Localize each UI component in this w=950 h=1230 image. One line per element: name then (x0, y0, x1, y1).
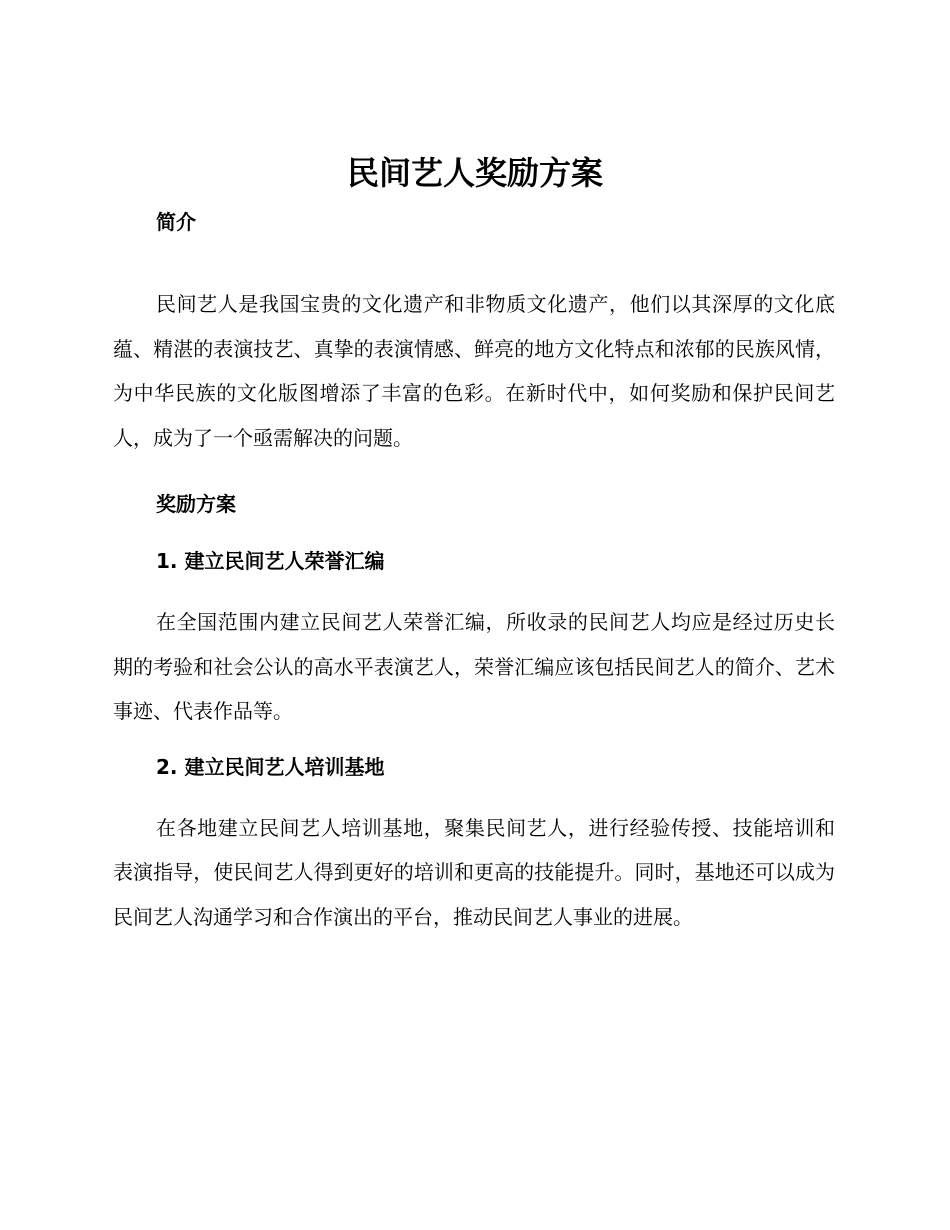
document-body (113, 202, 835, 939)
item1-heading: 1. 建立民间艺人荣誉汇编 (156, 549, 385, 573)
item1-paragraph: 在全国范围内建立民间艺人荣誉汇编，所收录的民间艺人均应是经过历史长期的考验和社会公认的高水平表演艺人，荣誉汇编应该包括民间艺人的简介、艺术事迹、代表作品等。 (113, 610, 835, 723)
item2-heading: 2. 建立民间艺人培训基地 (156, 754, 385, 779)
item2-paragraph: 在各地建立民间艺人培训基地，聚集民间艺人，进行经验传授、技能培训和表演指导，使民间艺人得到更好的培训和更高的技能提升。同时，基地还可以成为民间艺人沟通学习和合作演出的平台，推动民间艺人事业的进展。 (113, 815, 835, 929)
document-title: 民间艺人奖励方案 (346, 154, 603, 192)
intro-heading: 简介 (156, 210, 196, 234)
plan-heading: 奖励方案 (156, 492, 236, 516)
intro-paragraph: 民间艺人是我国宝贵的文化遗产和非物质文化遗产，他们以其深厚的文化底蕴、精湛的表演技艺、真挚的表演情感、鲜亮的地方文化特点和浓郁的民族风情，为中华民族的文化版图增添了丰富的色彩。在新时代中，如何奖励和保护民间艺人，成为了一个亟需解决的问题。 (113, 292, 835, 450)
